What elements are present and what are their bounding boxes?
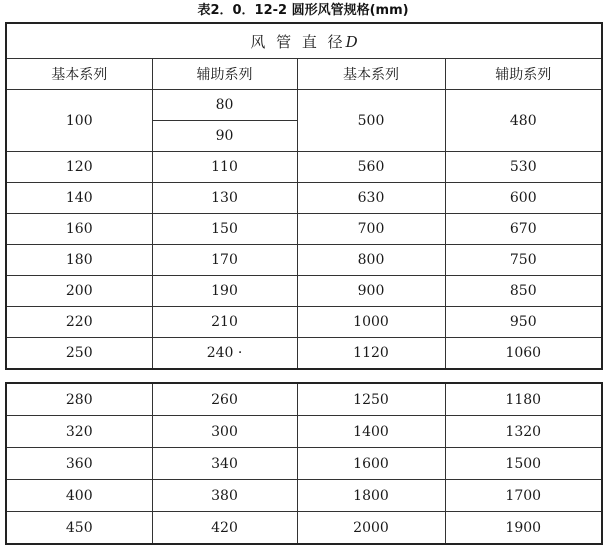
table-cell: 190	[152, 276, 297, 307]
table-cell: 300	[152, 416, 297, 448]
table-cell: 450	[6, 512, 152, 545]
table-cell: 1600	[297, 448, 445, 480]
table-cell: 240 ·	[152, 338, 297, 370]
table-cell: 1250	[297, 383, 445, 416]
header-aux-series-1: 辅助系列	[152, 59, 297, 90]
table-cell: 1060	[445, 338, 602, 370]
table-cell: 1180	[445, 383, 602, 416]
table-cell: 420	[152, 512, 297, 545]
table-row	[6, 90, 602, 121]
caption-row	[6, 23, 602, 59]
table-cell: 500	[297, 90, 445, 152]
table-row	[6, 416, 602, 448]
header-basic-series-1: 基本系列	[6, 59, 152, 90]
table-cell: 850	[445, 276, 602, 307]
table-cell: 200	[6, 276, 152, 307]
table-cell: 160	[6, 214, 152, 245]
table-cell: 630	[297, 183, 445, 214]
table-cell: 280	[6, 383, 152, 416]
table-cell: 1800	[297, 480, 445, 512]
table-cell: 560	[297, 152, 445, 183]
header-row	[6, 59, 602, 90]
table-row	[6, 383, 602, 416]
table-row	[6, 307, 602, 338]
table-cell: 250	[6, 338, 152, 370]
table-cell: 700	[297, 214, 445, 245]
table-cell: 170	[152, 245, 297, 276]
table-cell: 670	[445, 214, 602, 245]
table-cell: 800	[297, 245, 445, 276]
table-cell: 750	[445, 245, 602, 276]
table-row	[6, 183, 602, 214]
table-cell: 950	[445, 307, 602, 338]
table-cell: 140	[6, 183, 152, 214]
header-basic-series-2: 基本系列	[297, 59, 445, 90]
table-row	[6, 480, 602, 512]
header-aux-series-2: 辅助系列	[445, 59, 602, 90]
table-row	[6, 152, 602, 183]
table-cell: 100	[6, 90, 152, 152]
table-cell: 1400	[297, 416, 445, 448]
table-cell: 120	[6, 152, 152, 183]
duct-spec-table-upper	[5, 22, 603, 370]
table-cell: 900	[297, 276, 445, 307]
table-cell: 340	[152, 448, 297, 480]
table-row	[6, 214, 602, 245]
table-cell: 1000	[297, 307, 445, 338]
upper-rows	[6, 152, 602, 370]
table-cell: 400	[6, 480, 152, 512]
table-cell: 80	[152, 90, 297, 121]
table-cell: 1120	[297, 338, 445, 370]
table-cell: 530	[445, 152, 602, 183]
caption-label: 风 管 直 径	[250, 32, 346, 51]
table-row	[6, 338, 602, 370]
table-cell: 180	[6, 245, 152, 276]
table-cell: 320	[6, 416, 152, 448]
duct-spec-table-lower	[5, 382, 603, 545]
lower-rows	[6, 383, 602, 544]
table-title: 表2．0．12-2 圆形风管规格(mm)	[197, 3, 409, 18]
table-cell: 110	[152, 152, 297, 183]
table-row	[6, 512, 602, 545]
table-cell: 360	[6, 448, 152, 480]
table-cell: 1320	[445, 416, 602, 448]
table-cell: 210	[152, 307, 297, 338]
table-row	[6, 448, 602, 480]
table-cell: 600	[445, 183, 602, 214]
table-cell: 1500	[445, 448, 602, 480]
caption-cell	[6, 23, 602, 59]
table-cell: 150	[152, 214, 297, 245]
caption-variable: D	[345, 32, 358, 51]
table-row	[6, 276, 602, 307]
table-row	[6, 245, 602, 276]
table-cell: 2000	[297, 512, 445, 545]
table-cell: 90	[152, 121, 297, 152]
table-cell: 380	[152, 480, 297, 512]
table-cell: 1900	[445, 512, 602, 545]
table-cell: 480	[445, 90, 602, 152]
table-cell: 1700	[445, 480, 602, 512]
table-cell: 220	[6, 307, 152, 338]
table-cell: 260	[152, 383, 297, 416]
table-cell: 130	[152, 183, 297, 214]
